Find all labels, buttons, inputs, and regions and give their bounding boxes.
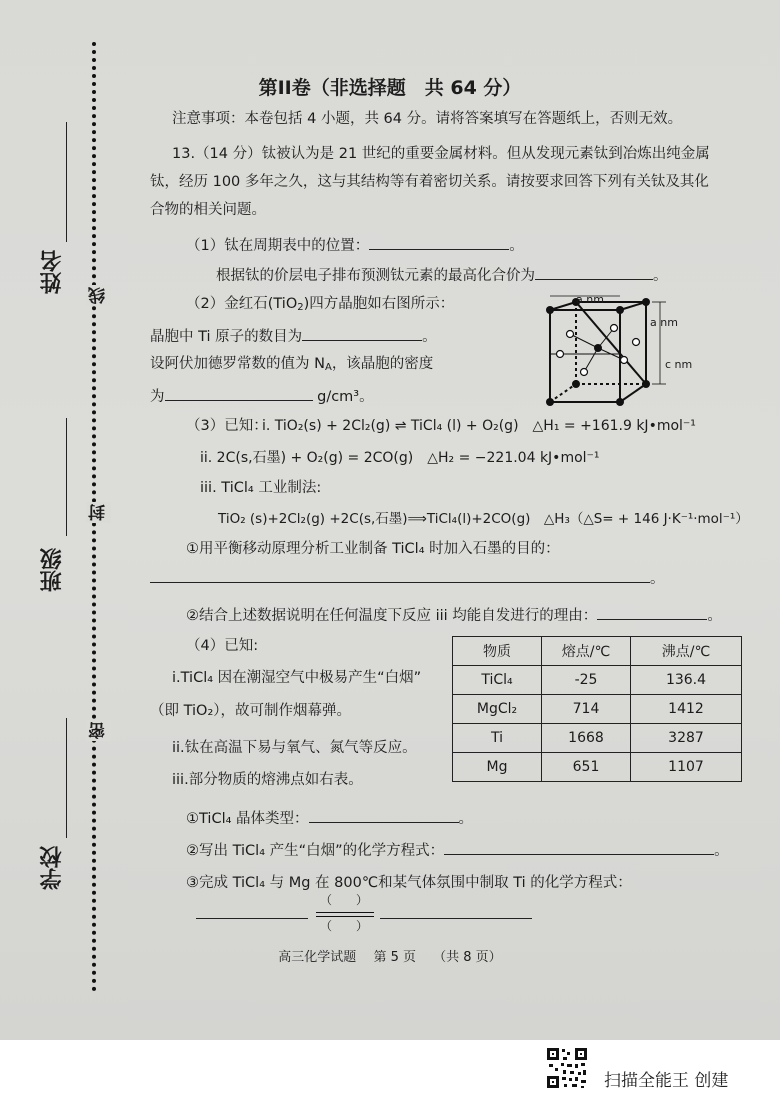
cell-substance: Ti bbox=[453, 724, 542, 753]
reactant-blank[interactable] bbox=[196, 904, 308, 919]
label-c: c nm bbox=[665, 358, 693, 371]
name-label: 姓名 bbox=[40, 250, 65, 294]
answer-blank[interactable] bbox=[444, 840, 714, 855]
q1-valence: 根据钛的价层电子排布预测钛元素的最高化合价为 。 bbox=[216, 265, 668, 285]
answer-blank[interactable] bbox=[535, 265, 653, 280]
header-boiling: 沸点/℃ bbox=[631, 637, 742, 666]
label-a-top: a nm bbox=[576, 293, 604, 306]
cell-boiling: 3287 bbox=[631, 724, 742, 753]
condition-bottom: （ ） bbox=[320, 919, 369, 933]
answer-blank[interactable] bbox=[150, 568, 650, 583]
school-label: 学校 bbox=[40, 846, 65, 890]
q13-intro-line2: 钛，经历 100 多年之久，这与其结构等有着密切关系。请按要求回答下列有关钛及其化 bbox=[150, 174, 709, 190]
answer-blank[interactable] bbox=[597, 605, 707, 620]
equals-line bbox=[316, 912, 374, 913]
seal-mark: 封 bbox=[86, 502, 111, 523]
eq2: ii. 2C(s,石墨) + O₂(g) = 2CO(g) △H₂ = −221.04 kJ•mol⁻¹ bbox=[200, 450, 600, 466]
table-row bbox=[453, 666, 742, 695]
q3-2: ②结合上述数据说明在任何温度下反应 iii 均能自发进行的理由： 。 bbox=[186, 605, 722, 625]
answer-blank[interactable] bbox=[309, 808, 459, 823]
name-blank bbox=[66, 122, 67, 242]
qr-code-icon bbox=[545, 1046, 589, 1090]
notice-text: 注意事项：本卷包括 4 小题，共 64 分。请将答案填写在答题纸上，否则无效。 bbox=[172, 111, 683, 127]
table-row bbox=[453, 753, 742, 782]
cell-boiling: 1412 bbox=[631, 695, 742, 724]
q13-intro-line3: 合物的相关问题。 bbox=[150, 202, 266, 218]
line-mark: 线 bbox=[86, 285, 111, 306]
eq3: TiO₂ (s)+2Cl₂(g) +2C(s,石墨)⟹TiCl₄(l)+2CO(g) △H₃（△S= + 146 J·K⁻¹·mol⁻¹） bbox=[218, 511, 749, 527]
table-header-row bbox=[453, 637, 742, 666]
answer-blank[interactable] bbox=[165, 386, 313, 401]
school-blank bbox=[66, 718, 67, 838]
cell-boiling: 136.4 bbox=[631, 666, 742, 695]
q4-i-line1: i.TiCl₄ 因在潮湿空气中极易产生“白烟” bbox=[172, 670, 422, 686]
class-label: 班级 bbox=[40, 548, 65, 592]
condition-top: （ ） bbox=[320, 893, 369, 907]
q4-head: （4）已知: bbox=[186, 638, 259, 654]
cell-substance: TiCl₄ bbox=[453, 666, 542, 695]
header-melting: 熔点/℃ bbox=[542, 637, 631, 666]
scanner-brand-text: 扫描全能王 创建 bbox=[604, 1071, 729, 1091]
q2-ti-count: 晶胞中 Ti 原子的数目为 。 bbox=[150, 326, 437, 346]
q2-rutile: （2）金红石(TiO$_2$)四方晶胞如右图所示： bbox=[186, 296, 455, 313]
answer-blank[interactable] bbox=[369, 235, 509, 250]
equals-line bbox=[316, 916, 374, 917]
q2-density: 为 g/cm³。 bbox=[150, 386, 374, 406]
cell-substance: MgCl₂ bbox=[453, 695, 542, 724]
q4-iii: iii.部分物质的熔沸点如右表。 bbox=[172, 772, 363, 788]
page-footer bbox=[0, 946, 780, 965]
footer-page: 第 5 页 bbox=[373, 950, 416, 965]
cell-melting: 714 bbox=[542, 695, 631, 724]
answer-blank[interactable] bbox=[302, 326, 422, 341]
eq1: i. TiO₂(s) + 2Cl₂(g) ⇌ TiCl₄ (l) + O₂(g) △H₁ = +161.9 kJ•mol⁻¹ bbox=[262, 418, 696, 434]
table-row bbox=[453, 695, 742, 724]
cell-melting: -25 bbox=[542, 666, 631, 695]
cell-substance: Mg bbox=[453, 753, 542, 782]
q4-i-line2: （即 TiO₂），故可制作烟幕弹。 bbox=[150, 703, 352, 719]
q4-2: ②写出 TiCl₄ 产生“白烟”的化学方程式： 。 bbox=[186, 840, 729, 860]
q2-avogadro: 设阿伏加德罗常数的值为 $N_A$，该晶胞的密度 bbox=[150, 356, 434, 373]
header-substance: 物质 bbox=[453, 637, 542, 666]
close-mark: 密 bbox=[86, 720, 111, 741]
q3-head: （3）已知： bbox=[186, 418, 268, 434]
section-title: 第II卷（非选择题 共 64 分） bbox=[258, 77, 522, 99]
class-blank bbox=[66, 418, 67, 536]
rutile-unit-cell-figure bbox=[540, 292, 700, 412]
cell-melting: 1668 bbox=[542, 724, 631, 753]
cell-boiling: 1107 bbox=[631, 753, 742, 782]
q3-1-answer: 。 bbox=[150, 568, 665, 588]
q1-position: （1）钛在周期表中的位置： 。 bbox=[186, 235, 524, 255]
table-row bbox=[453, 724, 742, 753]
product-blank[interactable] bbox=[380, 904, 532, 919]
footer-exam-title: 高三化学试题 bbox=[278, 950, 357, 965]
footer-total: （共 8 页） bbox=[433, 950, 502, 965]
eq3-head: iii. TiCl₄ 工业制法: bbox=[200, 480, 322, 496]
label-a-right: a nm bbox=[650, 316, 678, 329]
melting-boiling-table bbox=[452, 636, 742, 782]
q4-3: ③完成 TiCl₄ 与 Mg 在 800℃和某气体氛围中制取 Ti 的化学方程式： bbox=[186, 875, 632, 891]
q4-1: ①TiCl₄ 晶体类型： 。 bbox=[186, 808, 473, 828]
q3-1: ①用平衡移动原理分析工业制备 TiCl₄ 时加入石墨的目的： bbox=[186, 541, 560, 557]
q13-intro-line1: 13.（14 分）钛被认为是 21 世纪的重要金属材料。但从发现元素钛到冶炼出纯金属 bbox=[172, 146, 710, 162]
q4-ii: ii.钛在高温下易与氧气、氮气等反应。 bbox=[172, 740, 417, 756]
cell-melting: 651 bbox=[542, 753, 631, 782]
